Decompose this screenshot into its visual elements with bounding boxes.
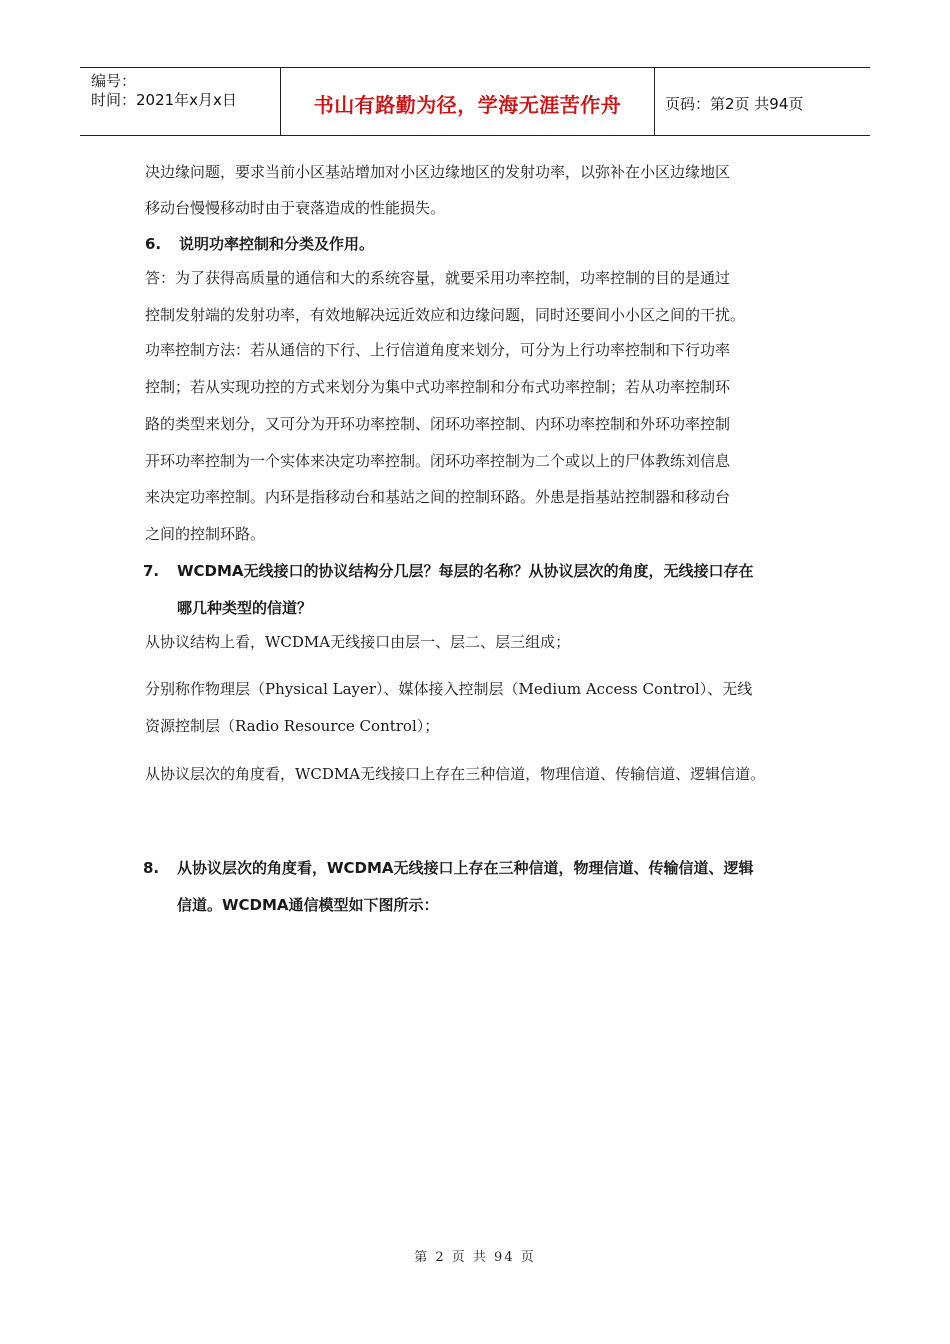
question-6-heading xyxy=(145,234,374,254)
question-title: 从协议层次的角度看，WCDMA无线接口上存在三种信道，物理信道、传输信道、逻辑 xyxy=(177,859,754,877)
answer-line: 开环功率控制为一个实体来决定功率控制。闭环功率控制为二个或以上的尸体教练刘信息 xyxy=(145,452,731,470)
answer-line: 功率控制方法：若从通信的下行、上行信道角度来划分，可分为上行功率控制和下行功率 xyxy=(145,341,731,359)
answer-line: 分别称作物理层（Physical Layer）、媒体接入控制层（Medium Access Control）、无线 xyxy=(145,680,753,698)
question-7-heading xyxy=(143,561,754,581)
header-page-info: 页码：第2页 共94页 xyxy=(665,95,804,113)
date-label: 时间：2021年x月x日 xyxy=(91,91,237,109)
header-motto: 书山有路勤为径，学海无涯苦作舟 xyxy=(281,68,655,135)
question-8-heading-cont: 信道。WCDMA通信模型如下图所示： xyxy=(177,896,439,914)
question-7-heading-cont: 哪几种类型的信道？ xyxy=(177,599,313,617)
question-title: 说明功率控制和分类及作用。 xyxy=(179,235,375,253)
question-number: 7. xyxy=(143,562,160,580)
paragraph-line: 移动台慢慢移动时由于衰落造成的性能损失。 xyxy=(145,199,446,217)
question-8-heading xyxy=(143,858,754,878)
question-number: 8. xyxy=(143,859,160,877)
answer-line: 答：为了获得高质量的通信和大的系统容量，就要采用功率控制，功率控制的目的是通过 xyxy=(145,269,731,287)
question-number: 6. xyxy=(145,235,162,253)
question-title: WCDMA无线接口的协议结构分几层？每层的名称？从协议层次的角度，无线接口存在 xyxy=(177,562,754,580)
answer-line: 路的类型来划分，又可分为开环功率控制、闭环功率控制、内环功率控制和外环功率控制 xyxy=(145,415,731,433)
answer-line: 控制发射端的发射功率，有效地解决远近效应和边缘问题，同时还要间小小区之间的干扰。 xyxy=(145,306,746,324)
answer-line: 资源控制层（Radio Resource Control）； xyxy=(145,717,440,735)
answer-line: 从协议结构上看，WCDMA无线接口由层一、层二、层三组成； xyxy=(145,633,571,651)
answer-line: 来决定功率控制。内环是指移动台和基站之间的控制环路。外患是指基站控制器和移动台 xyxy=(145,488,731,506)
answer-line: 之间的控制环路。 xyxy=(145,525,266,543)
page-header xyxy=(80,67,870,136)
page-footer: 第 2 页 共 94 页 xyxy=(414,1250,536,1265)
paragraph-line: 决边缘问题，要求当前小区基站增加对小区边缘地区的发射功率，以弥补在小区边缘地区 xyxy=(145,163,731,181)
doc-number-label: 编号： xyxy=(91,72,137,90)
answer-line: 控制；若从实现功控的方式来划分为集中式功率控制和分布式功率控制；若从功率控制环 xyxy=(145,378,731,396)
header-meta-cell xyxy=(80,68,281,135)
answer-line: 从协议层次的角度看，WCDMA无线接口上存在三种信道，物理信道、传输信道、逻辑信道。 xyxy=(145,765,766,783)
